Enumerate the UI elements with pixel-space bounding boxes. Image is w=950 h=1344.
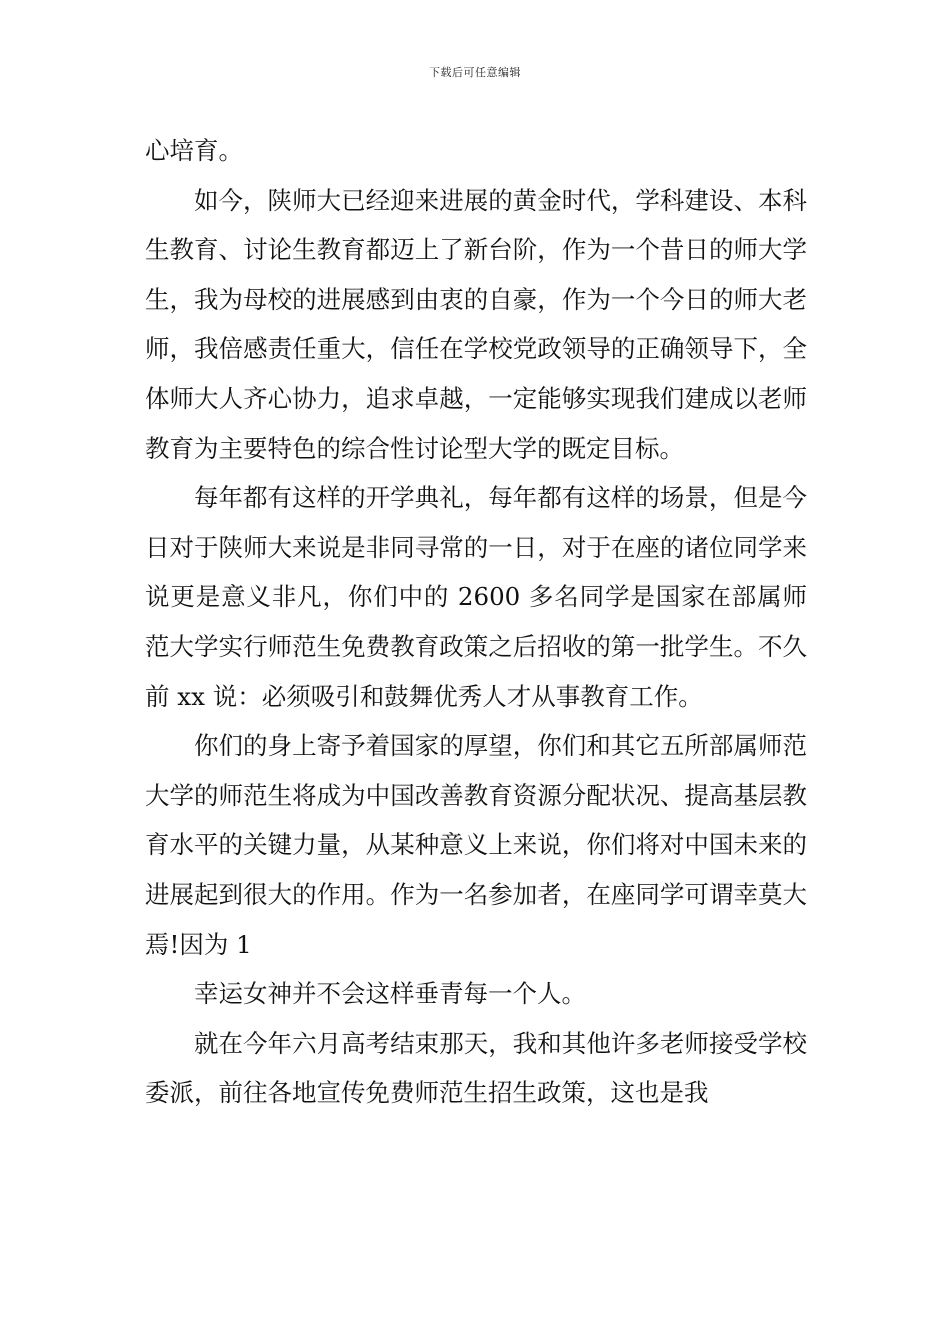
paragraph-2: 如今，陕师大已经迎来进展的黄金时代，学科建设、本科生教育、讨论生教育都迈上了新台阶，作为一个昔日的师大学生，我为母校的进展感到由衷的自豪，作为一个今日的师大老师，我倍感责任重大，信任在学校党政领导的正确领导下，全体师大人齐心协力，追求卓越，一定能够实现我们建成以老师教育为主要特色的综合性讨论型大学的既定目标。 — [145, 185, 807, 463]
document-body — [145, 126, 807, 1118]
page-header-note: 下载后可任意编辑 — [429, 66, 521, 79]
paragraph-5: 幸运女神并不会这样垂青每一个人。 — [194, 979, 586, 1009]
paragraph-1: 心培育。 — [145, 136, 243, 165]
paragraph-3: 每年都有这样的开学典礼，每年都有这样的场景，但是今日对于陕师大来说是非同寻常的一日，对于在座的诸位同学来说更是意义非凡，你们中的 2600 多名同学是国家在部属师范大学实行师范生免费教育政策之后招收的第一批学生。不久前 xx 说：必须吸引和鼓舞优秀人才从事教育工作。 — [145, 483, 807, 711]
paragraph-4: 你们的身上寄予着国家的厚望，你们和其它五所部属师范大学的师范生将成为中国改善教育资源分配状况、提高基层教育水平的关键力量，从某种意义上来说，你们将对中国未来的进展起到很大的作用。作为一名参加者，在座同学可谓幸莫大焉!因为 1 — [145, 731, 807, 959]
paragraph-6: 就在今年六月高考结束那天，我和其他许多老师接受学校委派，前往各地宣传免费师范生招生政策，这也是我 — [145, 1028, 807, 1108]
